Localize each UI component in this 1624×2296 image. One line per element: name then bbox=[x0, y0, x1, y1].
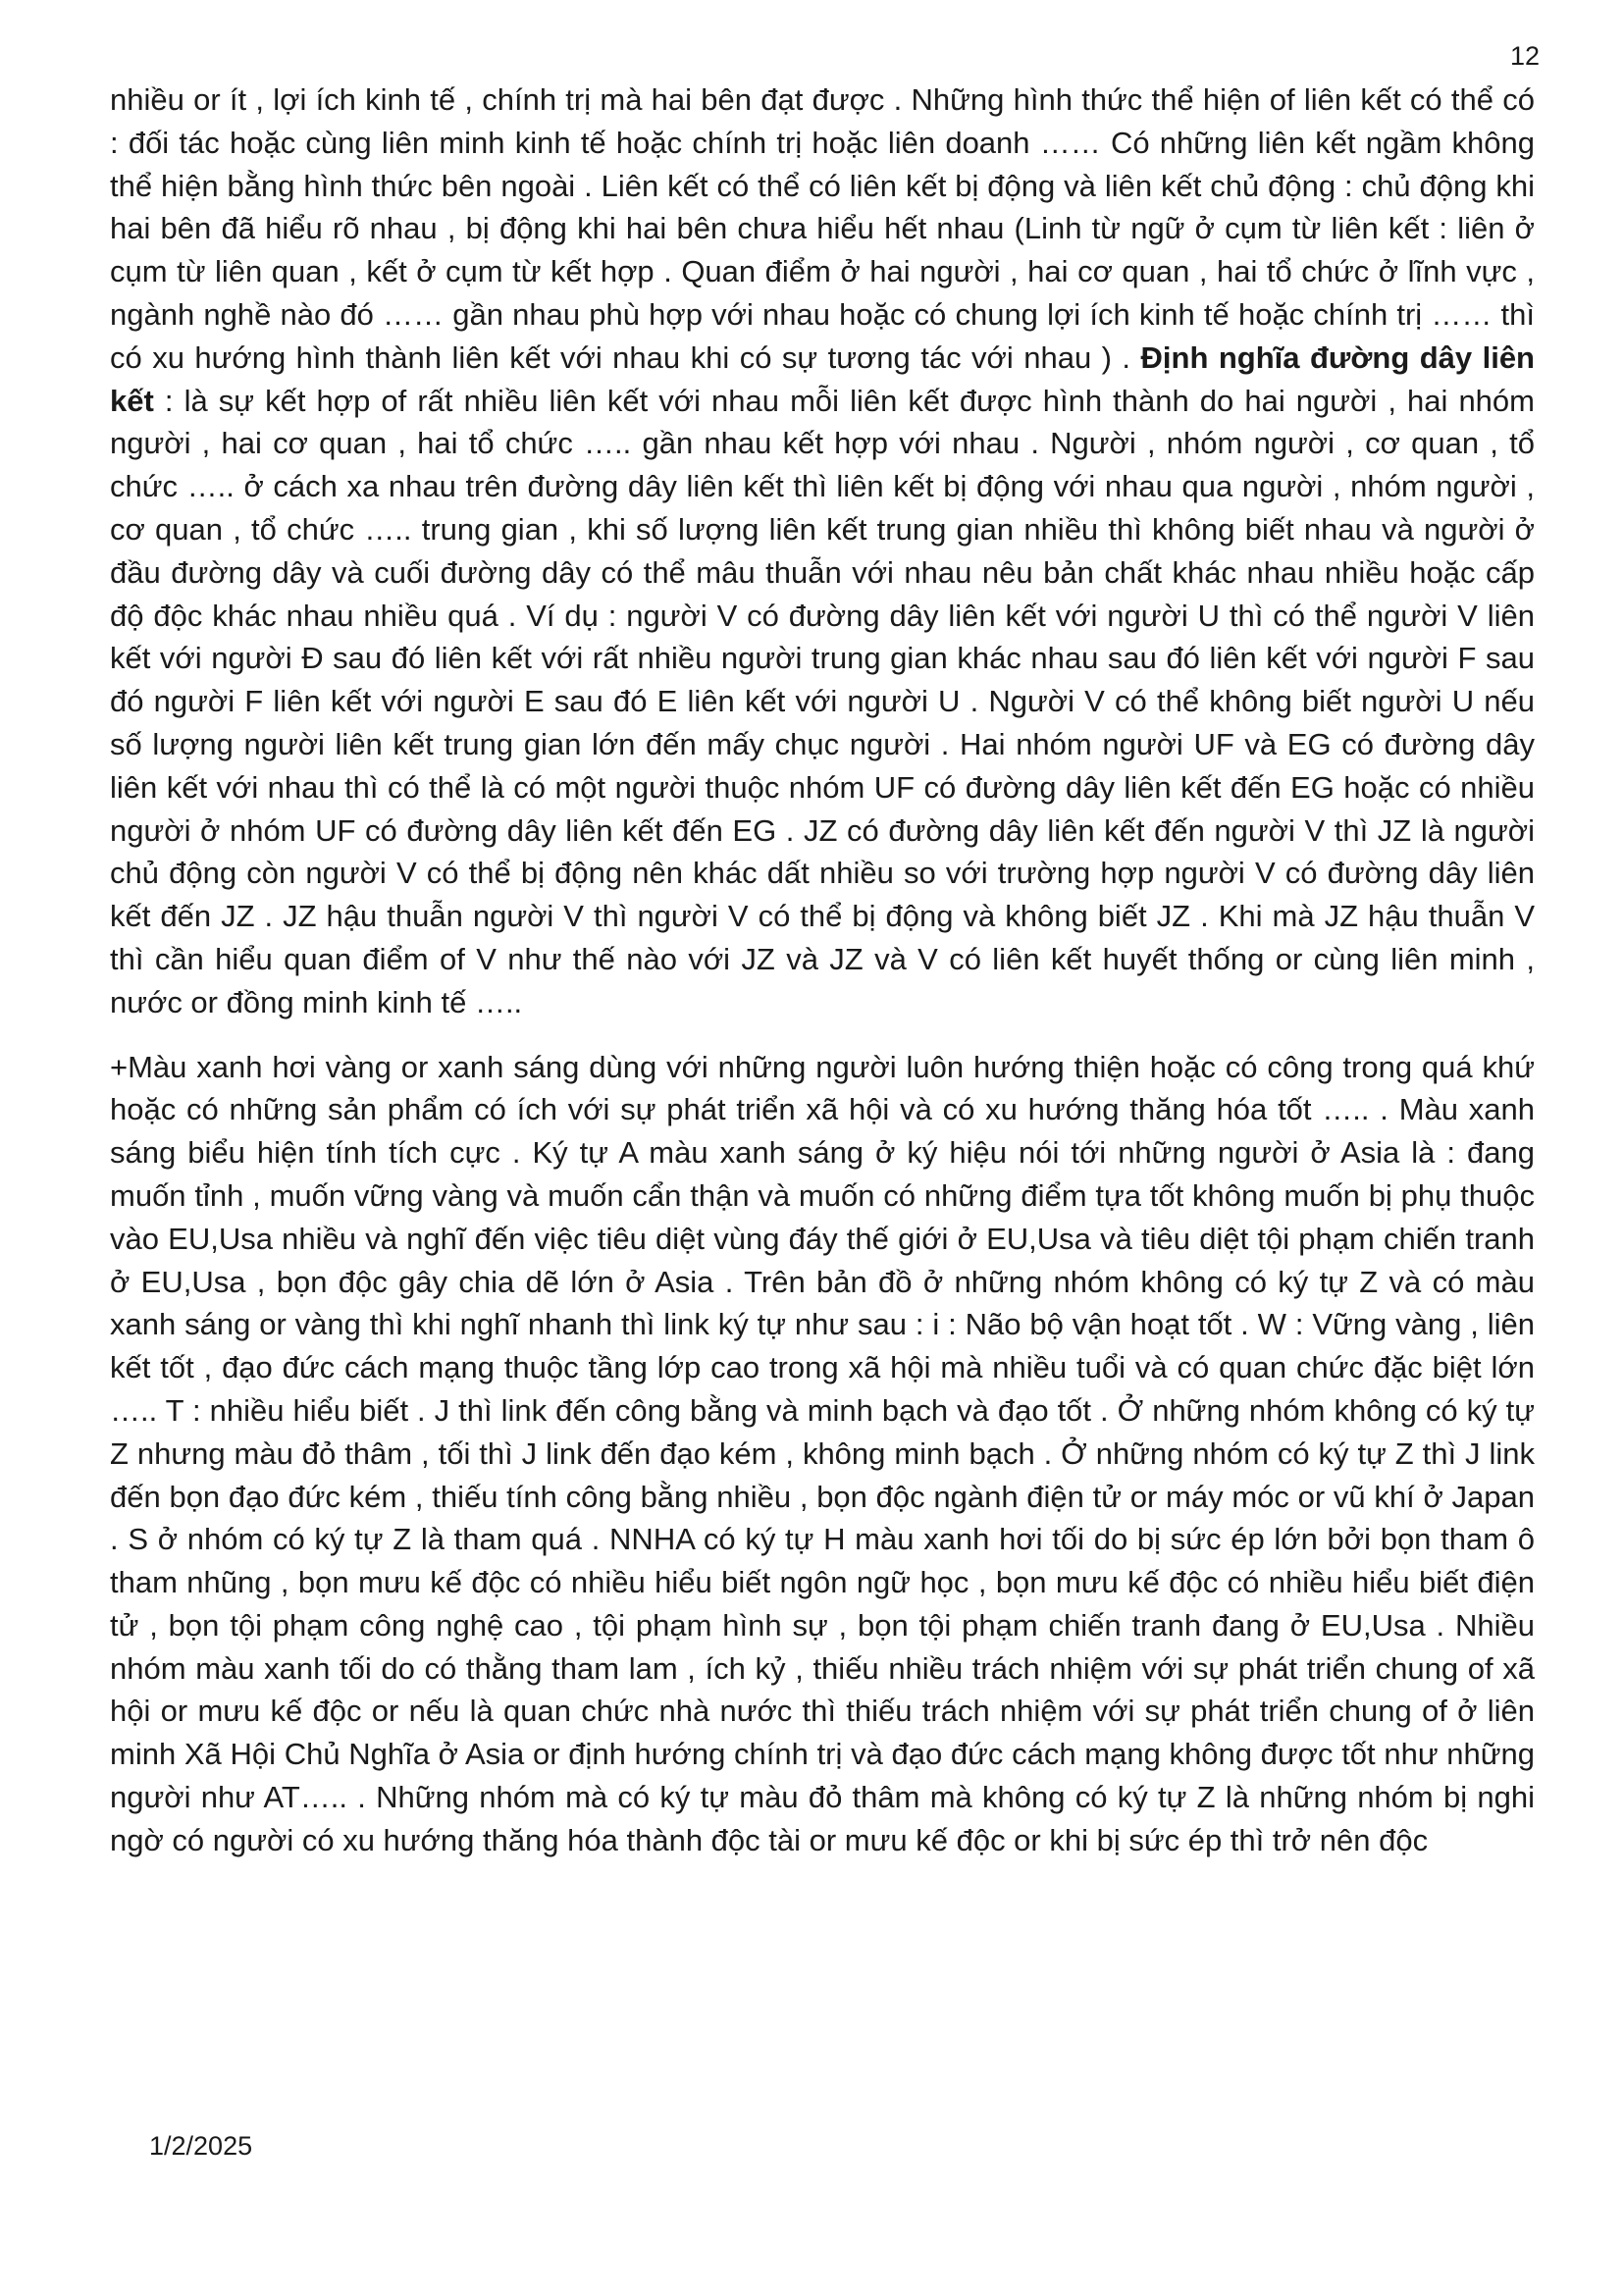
paragraph-linkage-definition bbox=[110, 78, 1535, 1024]
footer-date: 1/2/2025 bbox=[149, 2131, 253, 2161]
paragraph-text: nhiều or ít , lợi ích kinh tế , chính trị mà hai bên đạt được . Những hình thức thể hiện of liên kết có thể có : đối tác hoặc cùng liên minh kinh tế hoặc chính trị hoặc liên doanh …… Có những liên kết ngầm không thể hiện bằng hình thức bên ngoài . Liên kết có thể có liên kết bị động và liên kết chủ động : chủ động khi hai bên đã hiểu rõ nhau , bị động khi hai bên chưa hiểu hết nhau (Linh từ ngữ ở cụm từ liên kết : liên ở cụm từ liên quan , kết ở cụm từ kết hợp . Quan điểm ở hai người , hai cơ quan , hai tổ chức ở lĩnh vực , ngành nghề nào đó …… gần nhau phù hợp với nhau hoặc có chung lợi ích kinh tế hoặc chính trị …… thì có xu hướng hình thành liên kết với nhau khi có sự tương tác với nhau ) . bbox=[110, 82, 1535, 375]
page-number: 12 bbox=[1509, 41, 1540, 71]
paragraph-color-meaning: +Màu xanh hơi vàng or xanh sáng dùng với những người luôn hướng thiện hoặc có công trong quá khứ hoặc có những sản phẩm có ích với sự phát triển xã hội và có xu hướng thăng hóa tốt ….. . Màu xanh sáng biểu hiện tính tích cực . Ký tự A màu xanh sáng ở ký hiệu nói tới những người ở Asia là : đang muốn tỉnh , muốn vững vàng và muốn cẩn thận và muốn có những điểm tựa tốt không muốn bị phụ thuộc vào EU,Usa nhiều và nghĩ đến việc tiêu diệt vùng đáy thế giới ở EU,Usa và tiêu diệt tội phạm chiến tranh ở EU,Usa , bọn độc gây chia dẽ lớn ở Asia . Trên bản đồ ở những nhóm không có ký tự Z và có màu xanh sáng or vàng thì khi nghĩ nhanh thì link ký tự như sau : i : Não bộ vận hoạt tốt . W : Vững vàng , liên kết tốt , đạo đức cách mạng thuộc tầng lớp cao trong xã hội mà nhiều tuổi và có quan chức đặc biệt lớn ….. T : nhiều hiểu biết . J thì link đến công bằng và minh bạch và đạo tốt . Ở những nhóm không có ký tự Z nhưng màu đỏ thâm , tối thì J link đến đạo kém , không minh bạch . Ở những nhóm có ký tự Z thì J link đến bọn đạo đức kém , thiếu tính công bằng nhiều , bọn độc ngành điện tử or máy móc or vũ khí ở Japan . S ở nhóm có ký tự Z là tham quá . NNHA có ký tự H màu xanh hơi tối do bị sức ép lớn bởi bọn tham ô tham nhũng , bọn mưu kế độc có nhiều hiểu biết ngôn ngữ học , bọn mưu kế độc có nhiều hiểu biết điện tử , bọn tội phạm công nghệ cao , tội phạm hình sự , bọn tội phạm chiến tranh đang ở EU,Usa . Nhiều nhóm màu xanh tối do có thằng tham lam , ích kỷ , thiếu nhiều trách nhiệm với sự phát triển chung of xã hội or mưu kế độc or nếu là quan chức nhà nước thì thiếu trách nhiệm với sự phát triển chung of ở liên minh Xã Hội Chủ Nghĩa ở Asia or định hướng chính trị và đạo đức cách mạng không được tốt như những người như AT….. . Những nhóm mà có ký tự màu đỏ thâm mà không có ký tự Z là những nhóm bị nghi ngờ có người có xu hướng thăng hóa thành độc tài or mưu kế độc or khi bị sức ép thì trở nên độc bbox=[110, 1049, 1535, 1857]
paragraph-text: : là sự kết hợp of rất nhiều liên kết với nhau mỗi liên kết được hình thành do hai người , hai nhóm người , hai cơ quan , hai tổ chức ….. gần nhau kết hợp với nhau . Người , nhóm người , cơ quan , tổ chức ….. ở cách xa nhau trên đường dây liên kết thì liên kết bị động với nhau qua người , nhóm người , cơ quan , tổ chức ….. trung gian , khi số lượng liên kết trung gian nhiều thì không biết nhau và người ở đầu đường dây và cuối đường dây có thể mâu thuẫn với nhau nêu bản chất khác nhau nhiều hoặc cấp độ độc khác nhau nhiều quá . Ví dụ : người V có đường dây liên kết với người U thì có thể người V liên kết với người Đ sau đó liên kết với rất nhiều người trung gian khác nhau sau đó liên kết với người F sau đó người F liên kết với người E sau đó E liên kết với người U . Người V có thể không biết người U nếu số lượng người liên kết trung gian lớn đến mấy chục người . Hai nhóm người UF và EG có đường dây liên kết với nhau thì có thể là có một người thuộc nhóm UF có đường dây liên kết đến EG hoặc có nhiều người ở nhóm UF có đường dây liên kết đến EG . JZ có đường dây liên kết đến người V thì JZ là người chủ động còn người V có thể bị động nên khác dất nhiều so với trường hợp người V có đường dây liên kết đến JZ . JZ hậu thuẫn người V thì người V có thể bị động và không biết JZ . Khi mà JZ hậu thuẫn V thì cần hiểu quan điểm of V như thế nào với JZ và JZ và V có liên kết huyết thống or cùng liên minh , nước or đồng minh kinh tế ….. bbox=[110, 383, 1535, 1019]
document-body bbox=[110, 78, 1535, 1862]
bold-term: Định nghĩa đường dây liên kết bbox=[110, 339, 1535, 418]
